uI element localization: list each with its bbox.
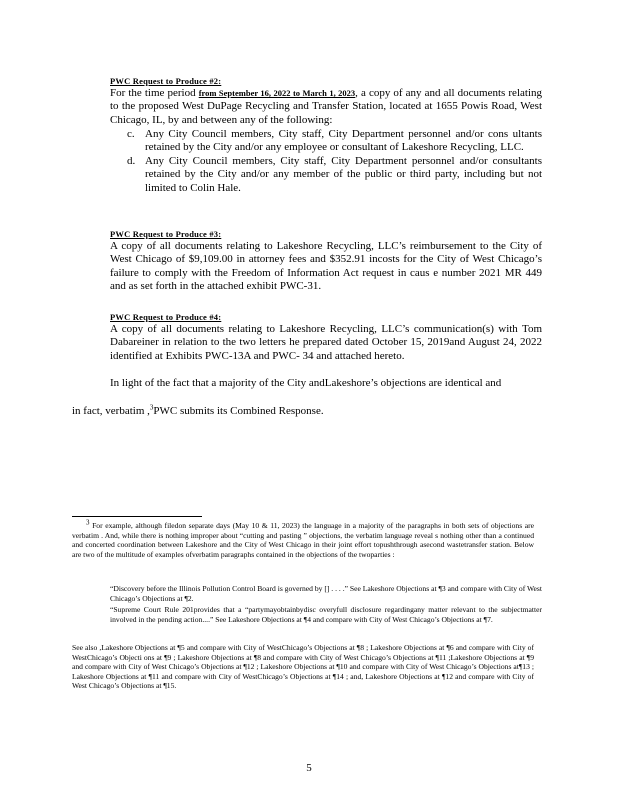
list-item-text: Any City Council members, City staff, City Department personnel and/or consultants retained by the City and/or any member of the public or third party, including but not limited to Colin Hale.: [145, 154, 542, 194]
list-item-text: Any City Council members, City staff, City Department personnel and/or cons ultants retained by the City and/or any employee or consultant of Lakeshore Recycling, LLC.: [145, 128, 542, 154]
footnote-bullets: [90, 584, 542, 626]
request-2-list: [110, 128, 542, 195]
footnote-bullet-text: “Supreme Court Rule 201provides that a “partymayobtainbydisc overyfull disclosure regardingany matter relevant to the subjectmatter involved in the pending action....” See Lakeshore Objections at ¶4 and compare with City of West Chicago’s Objections at ¶7.: [110, 605, 542, 624]
list-item: [110, 155, 542, 195]
closing-line-2: [72, 405, 324, 418]
footnote-bullet-item: [90, 605, 542, 624]
footnote-body: For example, although filedon separate days (May 10 & 11, 2023) the language in a majority of the paragraphs in both sets of objections are verbatim . And, while there is nothing improper about “cutting and pasting ” objections, the verbatim language reveal s nothing other than a continued and concerted coordination between Lakeshore and the City of West Chicago in their joint effort topushthrough asecond wastetransfer station. Below are two of the multitude of examples ofverbatim paragraphs contained in the objections of the twoparties :: [72, 521, 534, 559]
footnote-text: [72, 518, 534, 559]
footnote-divider: [72, 516, 202, 517]
request-2-rest: , a copy of any and all documents relating to the proposed West DuPage Recycling and Transfer Station, located at 1655 Powis Road, West Chicago, IL, by and between any of the following:: [110, 87, 542, 126]
footnote-reference[interactable]: 3: [149, 403, 154, 412]
footnote-bullet-item: [90, 584, 542, 603]
closing-line-1: In light of the fact that a majority of the City andLakeshore’s objections are identical and: [110, 377, 502, 389]
footnote-number: 3: [86, 518, 90, 527]
request-3-text: A copy of all documents relating to Lakeshore Recycling, LLC’s reimbursement to the City of West Chicago of $9,109.00 in attorney fees and $352.91 incosts for the City of West Chicago’s failure to comply with the Freedom of Information Act request in caus e number 2021 MR 449 and as set forth in the attached exhibit PWC-31.: [110, 240, 542, 293]
closing-line-2-post: PWC submits its Combined Response.: [153, 405, 324, 417]
footnote-bullet-text: “Discovery before the Illinois Pollution Control Board is governed by [] . . . .” See Lakeshore Objections at ¶3 and compare with City of West Chicago’s Objections at ¶2.: [110, 584, 542, 603]
request-2-date-range: from September 16, 2022 to March 1, 2023: [198, 88, 356, 98]
request-2-heading: PWC Request to Produce #2:: [110, 76, 222, 86]
request-3-heading: PWC Request to Produce #3:: [110, 229, 222, 239]
request-2-text: [110, 87, 542, 127]
request-2-lead: For the time period: [110, 87, 196, 99]
list-item-marker: d.: [127, 154, 136, 167]
footnote-see-also: See also ,Lakeshore Objections at ¶5 and compare with City of WestChicago’s Objections at ¶8 ; Lakeshore Objections at ¶6 and compare with City of WestChicago’s Objecti ons at ¶9 ; Lakeshore Objections at ¶8 and compare with City of West Chicago’s Objections at ¶11 ;Lakeshore Objections at ¶9 and compare with City of West Chicago’s Objections at ¶12 ; Lakeshore Objections at ¶10 and compare with City of West Chicago’s Objections at¶13 ; Lakeshore Objections at ¶11 and compare with City of WestChicago’s Objections at ¶14 ; and, Lakeshore Objections at ¶12 and compare with City of West Chicago’s Objections at ¶15.: [72, 643, 534, 691]
list-item-marker: c.: [127, 128, 135, 140]
list-item: [110, 128, 542, 155]
page-number: 5: [306, 762, 312, 774]
closing-line-2-pre: in fact, verbatim ,: [72, 405, 150, 417]
request-4-heading: PWC Request to Produce #4:: [110, 312, 222, 322]
request-4-text: A copy of all documents relating to Lakeshore Recycling, LLC’s communication(s) with Tom Dabareiner in relation to the two letters he prepared dated October 15, 2019and August 24, 2022 identified at Exhibits PWC-13A and PWC- 34 and attached hereto.: [110, 323, 542, 362]
